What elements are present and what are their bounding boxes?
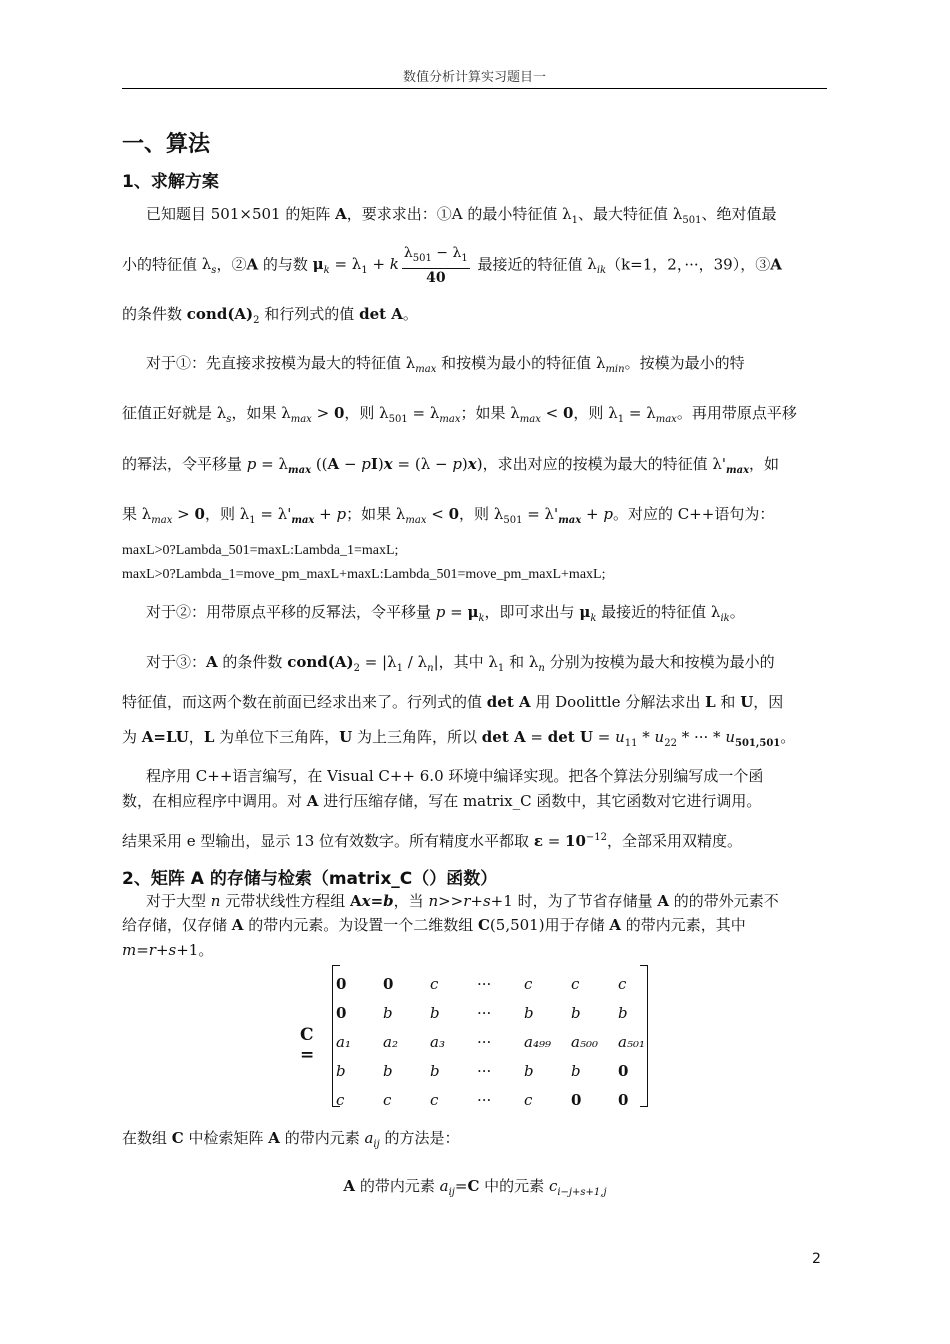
matrix-cell: b — [618, 1003, 628, 1022]
page-number: 2 — [812, 1251, 821, 1267]
matrix-cell: 0 — [336, 1003, 347, 1022]
matrix-row — [336, 998, 665, 1027]
paragraph-1-line-1: 已知题目 501×501 的矩阵 A，要求求出：①A 的最小特征值 $\lambda_1$、最大特征值 $\lambda_{501}$、绝对值最 — [146, 205, 777, 226]
paragraph-5-line-3: 结果采用 e 型输出，显示 13 位有效数字。所有精度水平都取 $\varepsilon = 10^{-12}$，全部采用双精度。 — [122, 832, 743, 850]
section-title: 一、算法 — [122, 132, 211, 157]
paragraph-2-line-2: 征值正好就是 $\lambda_s$，如果 $\lambda_{max} > 0$，则 $\lambda_{501} = \lambda_{max}$；如果 $\lambda_{max} < 0$，则 $\lambda_1 = \lambda_{max}$。再用带原点平移 — [122, 404, 797, 425]
matrix-cell: b — [430, 1003, 440, 1022]
paragraph-7: 在数组 C 中检索矩阵 A 的带内元素 $a_{ij}$ 的方法是： — [122, 1129, 460, 1150]
matrix-cell: b — [336, 1061, 346, 1080]
matrix-cell: c — [430, 1090, 439, 1109]
matrix-cell: 0 — [618, 1090, 629, 1109]
paragraph-4-line-3: 为 A=LU，L 为单位下三角阵，U 为上三角阵，所以 $\det A = \det U = u_{11} * u_{22}$ * ··· * $u_{501,501}$。 — [122, 728, 796, 749]
paragraph-6-line-2: 给存储，仅存储 A 的带内元素。为设置一个二维数组 C(5,501)用于存储 A 的带内元素，其中 — [122, 916, 746, 934]
matrix-row — [336, 1056, 665, 1085]
paragraph-5-line-2: 数，在相应程序中调用。对 A 进行压缩存储，写在 matrix_C 函数中，其它函数对它进行调用。 — [122, 792, 762, 810]
matrix-cell: b — [383, 1003, 393, 1022]
matrix-cell: 0 — [336, 974, 347, 993]
matrix-cell: c — [430, 974, 439, 993]
matrix-cell: a₁ — [336, 1032, 351, 1051]
matrix-row — [336, 1085, 665, 1114]
paragraph-8: A 的带内元素 $a_{ij}=C$ 中的元素 $c_{i-j+s+1,j}$ — [343, 1177, 607, 1198]
code-line-1: maxL>0?Lambda_501=maxL:Lambda_1=maxL; — [122, 543, 399, 558]
paragraph-2-line-1: 对于①：先直接求按模为最大的特征值 $\lambda_{max}$ 和按模为最小的特征值 $\lambda_{min}$。按模为最小的特 — [146, 354, 745, 375]
matrix-row — [336, 1027, 665, 1056]
matrix-cell: a₂ — [383, 1032, 398, 1051]
paragraph-2-line-4: 果 $\lambda_{max} > 0$，则 $\lambda_1 = \lambda'_{max} + p$；如果 $\lambda_{max} < 0$，则 $\lambda_{501} = \lambda'_{max} + p$。对应的 C++语句为： — [122, 505, 775, 526]
matrix-cell: c — [571, 974, 580, 993]
paragraph-4-line-2: 特征值，而这两个数在前面已经求出来了。行列式的值 det A 用 Doolittle 分解法求出 L 和 U，因 — [122, 693, 784, 711]
matrix-cell: 0 — [383, 974, 394, 993]
paragraph-6-line-1: 对于大型 n 元带状线性方程组 Ax=b，当 n>>r+s+1 时，为了节省存储量 A 的的带外元素不 — [146, 892, 779, 910]
paragraph-3: 对于②：用带原点平移的反幂法，令平移量 $p = \mu_k$，即可求出与 $\mu_k$ 最接近的特征值 $\lambda_{ik}$。 — [146, 603, 745, 624]
header-divider — [122, 88, 827, 89]
matrix-row — [336, 969, 665, 998]
matrix-grid — [336, 969, 665, 1114]
matrix-cell: ··· — [477, 1032, 492, 1051]
matrix-cell: c — [524, 974, 533, 993]
subsection-title-2: 2、矩阵 A 的存储与检索（matrix_C（）函数） — [122, 869, 498, 889]
matrix-cell: ··· — [477, 974, 492, 993]
matrix-cell: a₅₀₀ — [571, 1032, 598, 1051]
matrix-label: C = — [300, 1025, 315, 1065]
matrix-cell: c — [336, 1090, 345, 1109]
matrix-cell: a₄₉₉ — [524, 1032, 551, 1051]
matrix-cell: b — [524, 1003, 534, 1022]
paragraph-6-line-3: m=r+s+1。 — [122, 941, 214, 959]
matrix-cell: c — [524, 1090, 533, 1109]
matrix-cell: b — [571, 1003, 581, 1022]
matrix-cell: 0 — [571, 1090, 582, 1109]
paragraph-4-line-1: 对于③：A 的条件数 $cond(A)_2 = |\lambda_1 / \lambda_n|$，其中 $\lambda_1$ 和 $\lambda_n$ 分别为按模为最大和按模为最小的 — [146, 653, 775, 674]
matrix-cell: b — [430, 1061, 440, 1080]
page-header: 数值分析计算实习题目一 — [402, 70, 546, 85]
matrix-cell: a₃ — [430, 1032, 445, 1051]
matrix-cell: b — [524, 1061, 534, 1080]
matrix-cell: c — [383, 1090, 392, 1109]
matrix-cell: ··· — [477, 1061, 492, 1080]
subsection-title-1: 1、求解方案 — [122, 172, 219, 192]
paragraph-5-line-1: 程序用 C++语言编写，在 Visual C++ 6.0 环境中编译实现。把各个算法分别编写成一个函 — [146, 767, 764, 785]
matrix-cell: c — [618, 974, 627, 993]
matrix-cell: b — [571, 1061, 581, 1080]
matrix-cell: a₅₀₁ — [618, 1032, 645, 1051]
matrix-cell: ··· — [477, 1090, 492, 1109]
matrix-cell: ··· — [477, 1003, 492, 1022]
matrix-cell: 0 — [618, 1061, 629, 1080]
paragraph-2-line-3: 的幂法，令平移量 $p = \lambda_{max}$ ((A − pI)x = (λ − p)x)，求出对应的按模为最大的特征值 $\lambda'_{max}$，如 — [122, 455, 780, 476]
matrix-cell: b — [383, 1061, 393, 1080]
paragraph-1-line-3: 的条件数 $cond(A)_2$ 和行列式的值 det A。 — [122, 305, 418, 326]
paragraph-1-line-2: 小的特征值 $\lambda_s$，②A 的与数 $\mu_k = \lambda_1 + k$ $\frac{\lambda_{501} - \lambda_1}{40}$ 最接近的特征值 $\lambda_{ik}(k=1$，2，···，39），③A — [122, 245, 782, 286]
code-line-2: maxL>0?Lambda_1=move_pm_maxL+maxL:Lambda_501=move_pm_maxL+maxL; — [122, 567, 606, 582]
